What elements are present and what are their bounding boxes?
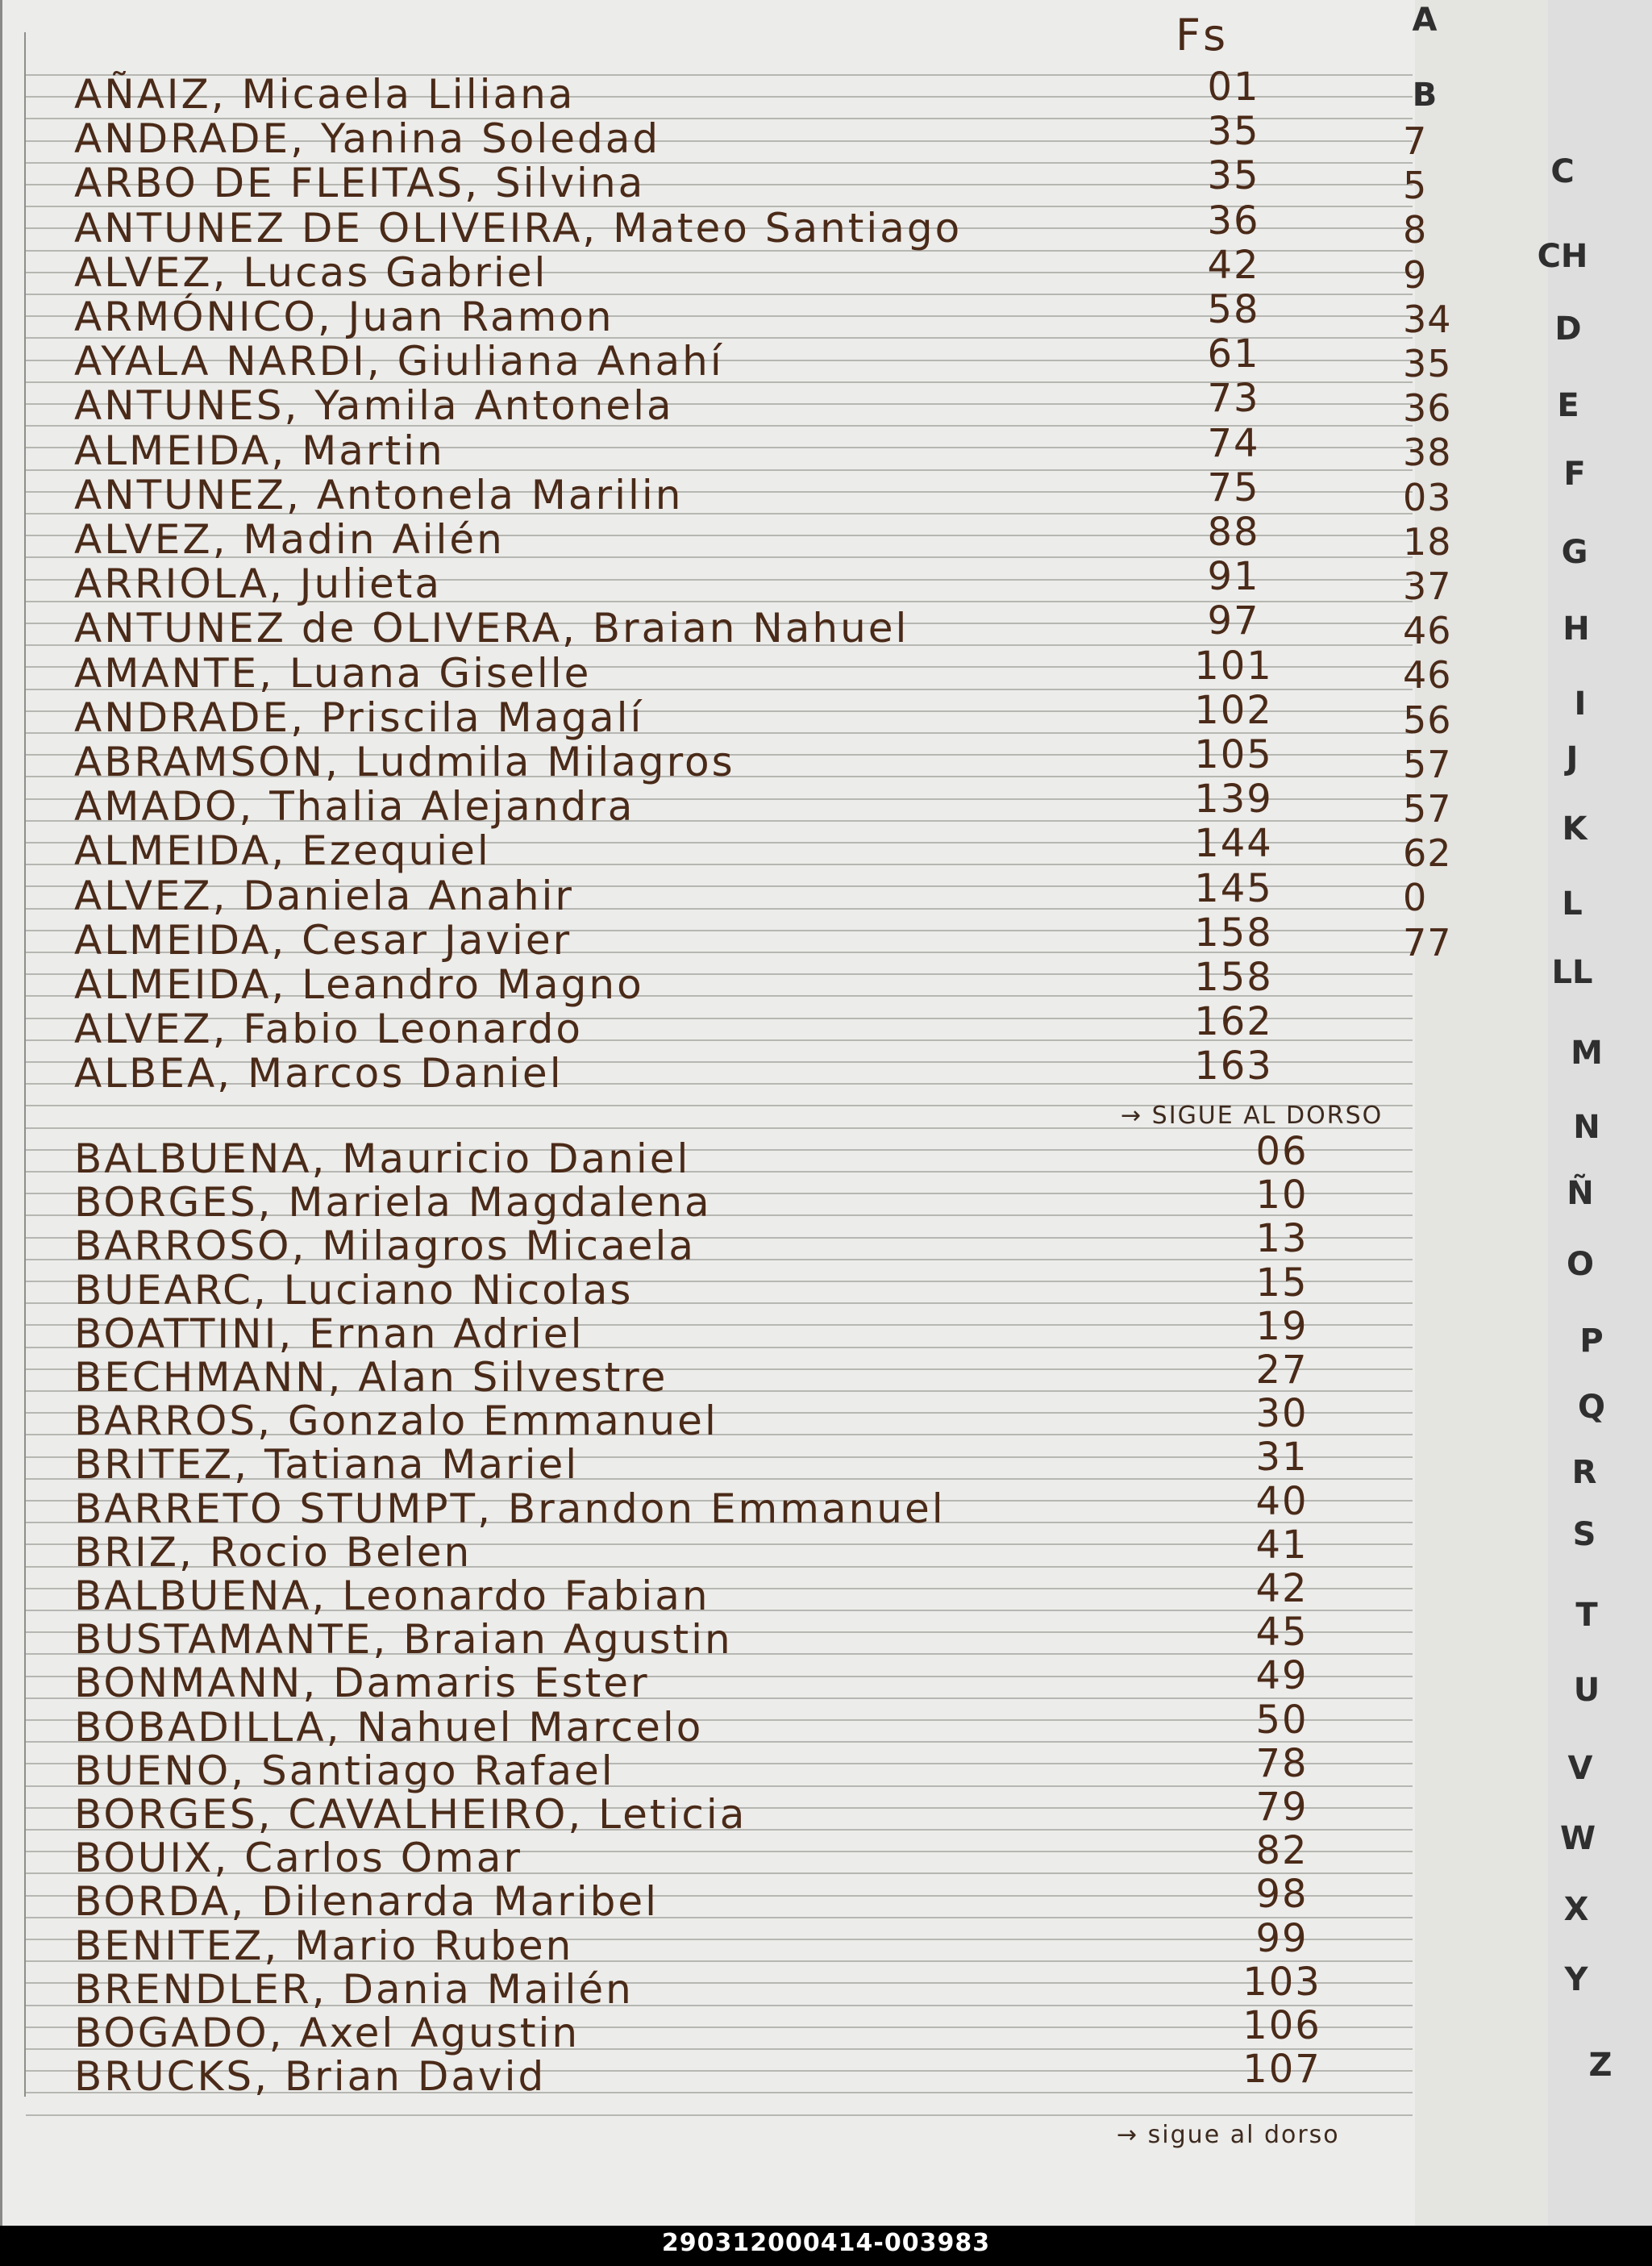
- entry-name: BUENO, Santiago Rafael: [74, 1747, 615, 1794]
- index-tab-letter[interactable]: LL: [1551, 954, 1593, 991]
- index-tab-letter[interactable]: X: [1563, 1891, 1589, 1928]
- index-tab-letter[interactable]: Y: [1564, 1961, 1588, 1998]
- index-tab-letter[interactable]: CH: [1537, 238, 1588, 275]
- entry-name: ARMÓNICO, Juan Ramon: [74, 294, 614, 340]
- entry-fs-number: 45: [1255, 1610, 1309, 1656]
- underlying-page-number: 56: [1403, 698, 1452, 742]
- entry-fs-number: 98: [1255, 1872, 1309, 1918]
- entry-name: BONMANN, Damaris Ester: [74, 1660, 650, 1707]
- entry-fs-number: 105: [1194, 732, 1273, 777]
- index-tab-letter[interactable]: R: [1571, 1454, 1597, 1491]
- entry-name: ANDRADE, Yanina Soledad: [74, 115, 661, 163]
- sigue-al-dorso-note-a: → SIGUE AL DORSO: [1121, 1102, 1384, 1130]
- entry-name: ABRAMSON, Ludmila Milagros: [74, 739, 735, 785]
- underlying-page-number: 36: [1403, 386, 1452, 431]
- entry-name: BOUIX, Carlos Omar: [74, 1835, 522, 1882]
- entry-name: BECHMANN, Alan Silvestre: [74, 1354, 668, 1401]
- entry-fs-number: 19: [1255, 1303, 1309, 1349]
- entry-name: AÑAIZ, Micaela Liliana: [74, 71, 576, 118]
- entry-fs-number: 31: [1255, 1435, 1309, 1481]
- index-tab-letter[interactable]: K: [1562, 810, 1588, 848]
- entry-name: BARROS, Gonzalo Emmanuel: [74, 1398, 718, 1445]
- index-tab-letter[interactable]: L: [1562, 885, 1583, 923]
- entry-fs-number: 79: [1255, 1785, 1309, 1830]
- entry-fs-number: 74: [1207, 420, 1260, 466]
- entry-name: BARROSO, Milagros Micaela: [74, 1223, 696, 1270]
- underlying-page-number: 77: [1403, 920, 1452, 964]
- entry-fs-number: 144: [1194, 821, 1273, 867]
- entry-fs-number: 158: [1194, 955, 1273, 1000]
- index-tab-letter[interactable]: S: [1572, 1516, 1596, 1553]
- entry-fs-number: 41: [1255, 1522, 1309, 1568]
- entry-fs-number: 15: [1255, 1260, 1309, 1306]
- entry-name: ALMEIDA, Cesar Javier: [74, 916, 572, 964]
- entry-fs-number: 97: [1207, 598, 1260, 644]
- underlying-page-number: 57: [1403, 742, 1452, 786]
- entry-fs-number: 73: [1207, 376, 1260, 422]
- entry-name: ANTUNEZ, Antonela Marilin: [74, 471, 684, 519]
- entry-name: ANTUNEZ de OLIVERA, Braian Nahuel: [74, 605, 909, 652]
- entry-name: ALBEA, Marcos Daniel: [74, 1050, 564, 1098]
- entry-name: BALBUENA, Mauricio Daniel: [74, 1135, 691, 1182]
- entry-fs-number: 35: [1207, 153, 1260, 199]
- entry-name: ALVEZ, Lucas Gabriel: [74, 248, 548, 296]
- underlying-page-number: 5: [1403, 164, 1428, 208]
- entry-fs-number: 75: [1207, 464, 1260, 510]
- entry-name: BRIZ, Rocio Belen: [74, 1528, 472, 1576]
- entry-name: ANTUNES, Yamila Antonela: [74, 382, 674, 430]
- entry-name: ANTUNEZ DE OLIVEIRA, Mateo Santiago: [74, 204, 963, 252]
- index-tab-letter[interactable]: W: [1559, 1820, 1596, 1857]
- index-tab-letter[interactable]: V: [1567, 1750, 1593, 1787]
- entry-fs-number: 107: [1242, 2047, 1321, 2093]
- entry-fs-number: 88: [1207, 510, 1260, 555]
- underlying-page-number: 46: [1403, 653, 1452, 698]
- underlying-page-number: 35: [1403, 342, 1452, 385]
- underlying-page-number: 7: [1403, 119, 1428, 163]
- entry-fs-number: 42: [1255, 1566, 1309, 1611]
- entry-name: AYALA NARDI, Giuliana Anahí: [74, 338, 724, 385]
- entry-fs-number: 99: [1255, 1915, 1309, 1961]
- index-tab-letter[interactable]: H: [1563, 610, 1590, 648]
- entry-name: ANDRADE, Priscila Magalí: [74, 694, 644, 741]
- underlying-page-number: 03: [1403, 475, 1452, 519]
- entry-fs-number: 163: [1194, 1043, 1273, 1089]
- entry-fs-number: 103: [1242, 1959, 1321, 2005]
- entry-name: ALMEIDA, Ezequiel: [74, 827, 491, 875]
- entry-fs-number: 49: [1255, 1653, 1309, 1699]
- entry-name: BRITEZ, Tatiana Mariel: [74, 1441, 580, 1489]
- entry-fs-number: 27: [1255, 1348, 1309, 1393]
- entry-fs-number: 13: [1255, 1216, 1309, 1262]
- entry-fs-number: 10: [1255, 1173, 1309, 1218]
- entry-fs-number: 50: [1255, 1697, 1309, 1743]
- entry-name: AMADO, Thalia Alejandra: [74, 783, 635, 831]
- entry-name: ARBO DE FLEITAS, Silvina: [74, 160, 646, 207]
- entry-fs-number: 58: [1207, 287, 1260, 332]
- entry-name: BORGES, CAVALHEIRO, Leticia: [74, 1791, 747, 1838]
- underlying-page-number: 46: [1403, 609, 1452, 653]
- entry-fs-number: 06: [1255, 1129, 1309, 1174]
- underlying-page-number: 8: [1403, 208, 1428, 252]
- index-tab-letter[interactable]: C: [1550, 153, 1575, 190]
- entry-fs-number: 82: [1255, 1828, 1309, 1874]
- entry-name: BORDA, Dilenarda Maribel: [74, 1878, 660, 1926]
- entry-fs-number: 158: [1194, 910, 1273, 956]
- entry-name: BRUCKS, Brian David: [74, 2053, 547, 2101]
- entry-name: BOATTINI, Ernan Adriel: [74, 1310, 585, 1357]
- index-tab-letter[interactable]: Ñ: [1567, 1175, 1594, 1212]
- index-tab-letter[interactable]: Z: [1588, 2047, 1612, 2084]
- entry-fs-number: 162: [1194, 999, 1273, 1045]
- entry-name: BARRETO STUMPT, Brandon Emmanuel: [74, 1485, 946, 1532]
- entry-name: ALVEZ, Fabio Leonardo: [74, 1006, 583, 1053]
- index-tab-letter[interactable]: N: [1573, 1109, 1600, 1146]
- entry-fs-number: 01: [1207, 65, 1260, 110]
- fs-column-header: Fs: [1176, 10, 1229, 60]
- entry-name: ALVEZ, Madin Ailén: [74, 516, 505, 563]
- index-tab-letter[interactable]: I: [1574, 685, 1587, 723]
- underlying-page-number: 34: [1403, 297, 1452, 341]
- entry-name: ALVEZ, Daniela Anahir: [74, 872, 574, 919]
- index-tab-letter[interactable]: J: [1566, 740, 1579, 777]
- underlying-page-number: 18: [1403, 519, 1452, 564]
- entry-fs-number: 106: [1242, 2003, 1321, 2048]
- underlying-page-number: 38: [1403, 431, 1452, 475]
- sigue-al-dorso-note-b: → sigue al dorso: [1117, 2121, 1340, 2149]
- ruled-line: [26, 2114, 1413, 2116]
- index-tab-letter[interactable]: G: [1561, 534, 1588, 571]
- entry-name: BUEARC, Luciano Nicolas: [74, 1266, 634, 1314]
- underlying-page-number: 62: [1403, 831, 1452, 876]
- index-tab-letter[interactable]: U: [1573, 1672, 1600, 1709]
- index-tab-letter[interactable]: F: [1563, 456, 1586, 493]
- underlying-page-number: 57: [1403, 787, 1452, 831]
- entry-fs-number: 145: [1194, 865, 1273, 911]
- underlying-page-number: 9: [1403, 252, 1428, 297]
- entry-name: BOGADO, Axel Agustin: [74, 2010, 580, 2056]
- entry-name: BRENDLER, Dania Mailén: [74, 1965, 634, 2013]
- entry-fs-number: 35: [1207, 109, 1260, 155]
- index-tab-letter[interactable]: Q: [1577, 1389, 1605, 1426]
- index-tab-letter[interactable]: M: [1571, 1035, 1603, 1072]
- entry-fs-number: 101: [1194, 643, 1273, 689]
- entry-name: AMANTE, Luana Giselle: [74, 649, 592, 697]
- entry-fs-number: 139: [1194, 777, 1273, 823]
- index-tab-letter[interactable]: O: [1566, 1246, 1594, 1283]
- entry-fs-number: 30: [1255, 1391, 1309, 1437]
- index-tab-letter[interactable]: E: [1557, 387, 1579, 424]
- index-tab-letter[interactable]: D: [1554, 310, 1582, 348]
- index-tab-letter[interactable]: A: [1412, 2, 1438, 39]
- entry-name: BORGES, Mariela Magdalena: [74, 1179, 712, 1227]
- margin-line: [24, 32, 26, 2097]
- entry-fs-number: 78: [1255, 1740, 1309, 1786]
- entry-fs-number: 61: [1207, 331, 1260, 377]
- index-tab-letter[interactable]: B: [1412, 77, 1438, 114]
- entry-name: BOBADILLA, Nahuel Marcelo: [74, 1703, 704, 1751]
- footer-id: 290312000414-003983: [661, 2229, 991, 2257]
- entry-fs-number: 40: [1255, 1478, 1309, 1524]
- entry-name: BUSTAMANTE, Braian Agustin: [74, 1616, 733, 1664]
- entry-name: ALMEIDA, Martin: [74, 427, 445, 474]
- entry-fs-number: 36: [1207, 198, 1260, 244]
- index-tab-letter[interactable]: P: [1579, 1323, 1604, 1360]
- entry-fs-number: 42: [1207, 242, 1260, 288]
- entry-fs-number: 102: [1194, 687, 1273, 733]
- entry-name: BALBUENA, Leonardo Fabian: [74, 1572, 710, 1619]
- underlying-page-number: 0: [1403, 876, 1428, 920]
- underlying-page-number: 37: [1403, 564, 1452, 608]
- index-tab-letter[interactable]: T: [1575, 1597, 1598, 1634]
- entry-name: ALMEIDA, Leandro Magno: [74, 961, 644, 1008]
- entry-name: BENITEZ, Mario Ruben: [74, 1922, 574, 1969]
- entry-name: ARRIOLA, Julieta: [74, 560, 443, 608]
- entry-fs-number: 91: [1207, 554, 1260, 600]
